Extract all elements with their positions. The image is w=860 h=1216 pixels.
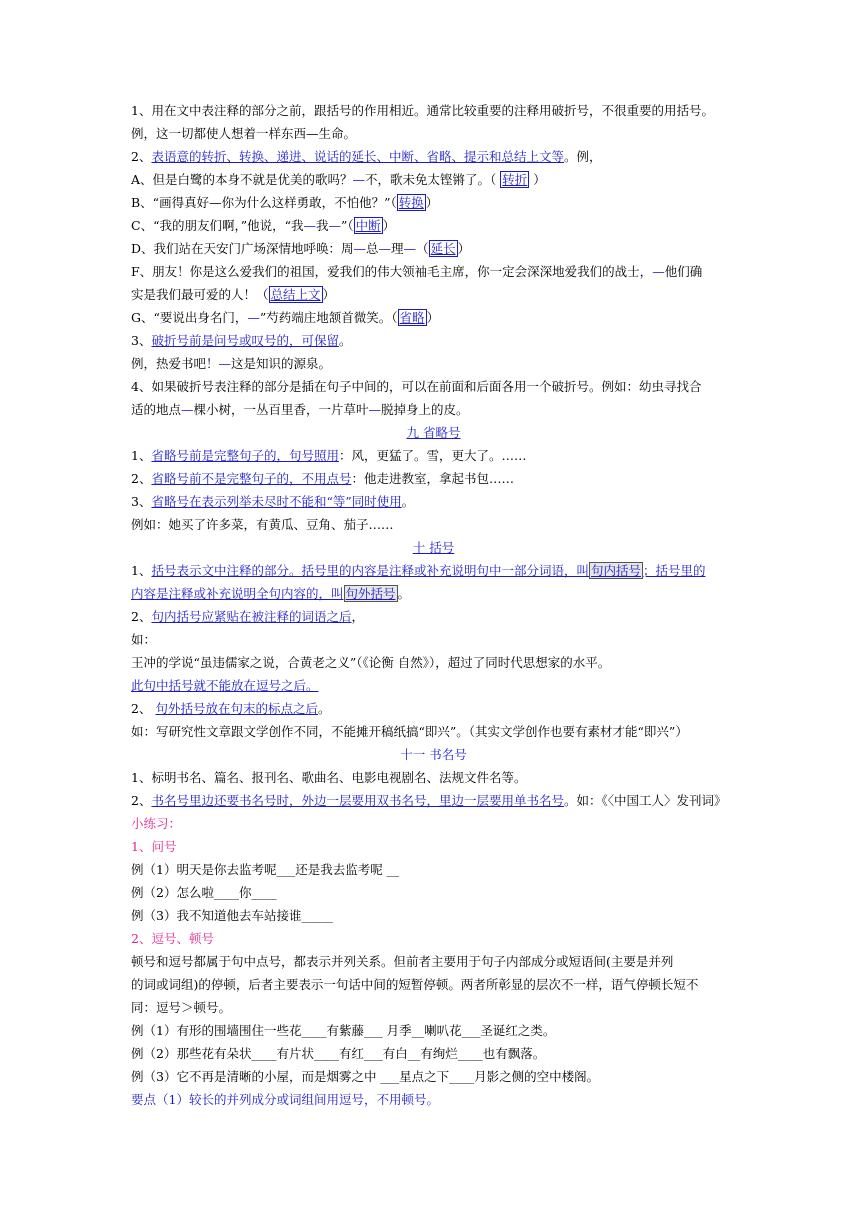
text-run: 例，热爱书吧！ (131, 356, 219, 371)
text-run: 同：逗号＞顿号。 (131, 1000, 232, 1015)
text-line (131, 953, 673, 971)
text-line (131, 861, 399, 879)
text-run: 2、 (131, 149, 152, 164)
text-run: ”（ (341, 218, 354, 233)
text-run: 十一 书名号 (400, 747, 467, 762)
text-run: ） (425, 195, 439, 210)
text-run: 2、 (131, 701, 156, 716)
text-run: 句内括号 (590, 563, 641, 578)
text-run: — (303, 218, 316, 233)
text-run: B、“画得真好—你为什么这样勇敢，不怕他？”（ (131, 195, 397, 210)
text-line (131, 700, 330, 718)
text-run: 理 (391, 241, 404, 256)
text-run: ：他走进教室，拿起书包…… (351, 471, 514, 486)
text-run: ”芍药端庄地颔首微笑。（ (259, 310, 398, 325)
text-run: 省略号前不是完整句子的，不用点号 (151, 471, 352, 486)
text-run: 1、标明书名、篇名、报刊名、歌曲名、电影电视剧名、法规文件名等。 (131, 770, 527, 785)
text-line (131, 1068, 599, 1086)
text-run: 破折号前是问号或叹号的，可保留 (151, 333, 339, 348)
text-run: 转换 (398, 195, 424, 210)
text-line (131, 148, 601, 166)
text-run: — (403, 241, 417, 256)
text-line (131, 976, 698, 994)
text-run: G、“要说出身名门， (131, 310, 248, 325)
text-run: 例（2）怎么啦____你____ (131, 885, 277, 900)
text-run: （ (416, 241, 429, 256)
text-line (131, 608, 364, 626)
text-line (131, 930, 214, 948)
text-line (131, 838, 176, 856)
text-run: 句内括号应紧贴在被注释的词语之后 (151, 609, 352, 624)
text-run: — (352, 172, 366, 187)
text-run: — (368, 402, 382, 417)
text-run: 延长 (430, 241, 456, 256)
text-run: 实是我们最可爱的人！（ (131, 287, 269, 302)
text-run: 他们确 (664, 264, 703, 279)
text-line (131, 378, 701, 396)
text-run: 的词或词组)的停顿，后者主要表示一句话中间的短暂停顿。两者所彰显的层次不一样，语气停顿长短不 (131, 977, 699, 992)
text-run: 省略号前是完整句子的，句号照用 (151, 448, 339, 463)
text-run: 书名号里边还要书名号时，外边一层要用双书名号，里边一层要用单书名号 (151, 793, 564, 808)
text-run: 1、 (131, 563, 152, 578)
section-heading (131, 746, 736, 764)
text-line (131, 769, 526, 787)
text-line (131, 493, 414, 511)
text-line (131, 677, 319, 695)
text-run: C、“我的朋友们啊，”他说，“我 (131, 218, 304, 233)
text-line (131, 585, 410, 603)
text-line (131, 217, 395, 235)
text-run: ， (351, 609, 364, 624)
text-line (131, 470, 514, 488)
text-line (131, 263, 702, 281)
text-run: 句外括号放在句末的标点之后 (155, 701, 318, 716)
text-run: D、我们站在天安门广场深情地呼唤：周 (131, 241, 354, 256)
text-line (131, 654, 610, 672)
text-run: 4、如果破折号表注释的部分是插在句子中间的，可以在前面和后面各用一个破折号。例如：幼虫寻找合 (131, 379, 702, 394)
text-line (131, 884, 276, 902)
text-run: — (218, 356, 232, 371)
text-line (131, 194, 438, 212)
text-run: 例如：她买了许多菜，有黄瓜、豆角、茄子…… (131, 517, 394, 532)
text-run: 2、逗号、顿号 (131, 931, 214, 946)
text-run: 。 (338, 333, 352, 348)
text-run: 总 (366, 241, 379, 256)
section-heading (131, 424, 736, 442)
text-line (131, 792, 726, 810)
text-run: ） (426, 310, 440, 325)
text-run: 如：写研究性文章跟文学创作不同，不能摊开稿纸搞“即兴”。（其实文学创作也要有素材才能“即兴”） (131, 724, 688, 739)
text-run: ；括号里的 (642, 563, 706, 578)
text-line (131, 447, 526, 465)
text-line (131, 1091, 439, 1109)
text-line (131, 1045, 545, 1063)
text-line (131, 1022, 555, 1040)
text-run: 例，这一切都使人想着一样东西—生命。 (131, 126, 357, 141)
text-line (131, 355, 331, 373)
text-line (131, 631, 156, 649)
text-run: ） (382, 218, 396, 233)
text-line (131, 815, 181, 833)
text-run: 内容是注释或补充说明全句内容的，叫 (131, 586, 344, 601)
text-run: 不，歌未免太铿锵了。（ (365, 172, 501, 187)
text-run: ） (529, 172, 546, 187)
text-run: 如： (131, 632, 157, 647)
text-run: 句外括号 (345, 586, 396, 601)
text-run: 小练习： (131, 816, 182, 831)
text-run: 省略 (399, 310, 425, 325)
text-run: — (353, 241, 367, 256)
text-line (131, 332, 351, 350)
text-run: ：风，更猛了。雪，更大了。…… (338, 448, 527, 463)
text-run: 2、 (131, 471, 152, 486)
text-line (131, 102, 714, 120)
text-run: 王冲的学说“虽违儒家之说，合黄老之义”（《论衡 自然》），超过了同时代思想家的水平。 (131, 655, 611, 670)
text-run: 。 (401, 494, 415, 509)
text-line (131, 907, 333, 925)
text-line (131, 125, 356, 143)
text-run: 。 (317, 701, 331, 716)
text-run: — (328, 218, 342, 233)
text-run: 3、 (131, 333, 152, 348)
text-run: 表语意的转折、转换、递进、说话的延长、中断、省略、提示和总结上文等 (151, 149, 564, 164)
text-run: 总结上文 (270, 287, 321, 302)
text-line (131, 999, 231, 1017)
text-run: 顿号和逗号都属于句中点号，都表示并列关系。但前者主要用于句子内部成分或短语间(主要是并列 (131, 954, 674, 969)
text-run: 例（1）有形的围墙围住一些花____有紫藤___ 月季__喇叭花___圣诞红之类。 (131, 1023, 556, 1038)
text-line (131, 562, 706, 580)
text-run: 脱掉身上的皮。 (381, 402, 469, 417)
text-run: F、朋友！你是这么爱我们的祖国，爱我们的伟大领袖毛主席，你一定会深深地爱我们的战士， (131, 264, 653, 279)
text-run: 要点（1）较长的并列成分或词组间用逗号，不用顿号。 (131, 1092, 439, 1107)
text-run: 棵小树，一丛百里香，一片草叶 (193, 402, 369, 417)
text-run: 这是知识的源泉。 (231, 356, 332, 371)
text-run: 中断 (355, 218, 381, 233)
text-run: 我 (316, 218, 329, 233)
text-run: 适的地点 (131, 402, 182, 417)
text-run: 2、 (131, 609, 152, 624)
text-run: — (652, 264, 665, 279)
text-run: 1、问号 (131, 839, 177, 854)
text-run: 此句中括号就不能放在逗号之后。 (131, 678, 319, 693)
text-run: 。例， (563, 149, 602, 164)
text-run: 十 括号 (412, 540, 455, 555)
text-run: 例（1）明天是你去监考呢___还是我去监考呢 __ (131, 862, 400, 877)
text-run: — (378, 241, 392, 256)
text-run: 1、 (131, 448, 152, 463)
text-run: — (247, 310, 260, 325)
text-run: 例（2）那些花有朵状____有片状____有红___有白__有绚烂____也有飘落。 (131, 1046, 546, 1061)
text-run: 。如：《〈中国工人〉发刊词》 (563, 793, 727, 808)
text-line (131, 723, 688, 741)
text-line (131, 309, 439, 327)
text-run: A、但是白鹭的本身不就是优美的歌吗？ (131, 172, 353, 187)
text-run: ） (322, 287, 336, 302)
text-run: 1、用在文中表注释的部分之前，跟括号的作用相近。通常比较重要的注释用破折号，不很重要的用括号。 (131, 103, 714, 118)
text-run: 3、 (131, 494, 152, 509)
text-run: 例（3）我不知道他去车站接谁_____ (131, 908, 333, 923)
text-run: 括号表示文中注释的部分。括号里的内容是注释或补充说明句中一部分词语，叫 (151, 563, 589, 578)
text-run: 九 省略号 (406, 425, 461, 440)
text-line (131, 401, 469, 419)
text-line (131, 240, 470, 258)
text-run: — (181, 402, 194, 417)
text-run: 省略号在表示列举未尽时不能和“等”同时使用 (151, 494, 402, 509)
text-line (131, 286, 335, 304)
text-line (131, 516, 394, 534)
text-run: 2、 (131, 793, 152, 808)
text-run: 。 (397, 586, 411, 601)
text-run: 转折 (502, 172, 528, 187)
text-run: 例（3）它不再是清晰的小屋，而是烟雾之中 ___星点之下____月影之侧的空中楼阁。 (131, 1069, 600, 1084)
text-run: ） (457, 241, 471, 256)
text-line (131, 171, 546, 189)
section-heading (131, 539, 736, 557)
